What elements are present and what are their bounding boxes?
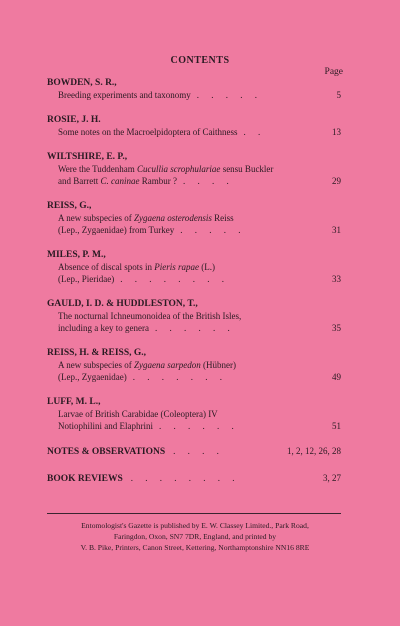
entry-title-text: (L.) bbox=[198, 262, 215, 272]
contents-section bbox=[47, 472, 341, 485]
leader-dots: . . . . . . bbox=[154, 323, 235, 333]
entry-title-text: and Barrett bbox=[58, 176, 101, 186]
leader-dots: . . . . . . . bbox=[132, 372, 227, 382]
footer-divider bbox=[47, 513, 341, 514]
footer-line: V. B. Pike, Printers, Canon Street, Kettering, Northamptonshire NN16 8RE bbox=[80, 543, 310, 552]
contents-list bbox=[47, 77, 341, 499]
entry-title-text: Some notes on the Macroelpidoptera of Caithness bbox=[58, 127, 238, 137]
leader-dots: . . . . . . . . bbox=[130, 473, 240, 483]
entry-title-text: sensu Buckler bbox=[220, 164, 274, 174]
footer-line: Entomologist's Gazette is published by E. W. Classey Limited., Park Road, bbox=[81, 521, 309, 530]
section-title: NOTES & OBSERVATIONS bbox=[47, 447, 166, 457]
entry-title-line bbox=[47, 310, 341, 322]
contents-entry bbox=[47, 249, 341, 285]
entry-title-line bbox=[47, 212, 341, 224]
entry-title-text: Absence of discal spots in bbox=[58, 262, 155, 272]
leader-dots: . . bbox=[243, 127, 266, 137]
leader-dots: . . . . bbox=[182, 176, 234, 186]
publisher-footer bbox=[47, 520, 343, 553]
entry-author: REISS, G., bbox=[47, 201, 92, 211]
entry-title-text: (Lep., Pieridae) bbox=[58, 274, 115, 284]
entry-page-number: 49 bbox=[332, 372, 341, 382]
entry-title-text: (Lep., Zygaenidae) bbox=[58, 372, 127, 382]
entry-page-number: 33 bbox=[332, 274, 341, 284]
contents-section bbox=[47, 445, 341, 458]
contents-heading: CONTENTS bbox=[170, 55, 230, 66]
entry-page-number: 35 bbox=[332, 323, 341, 333]
entry-author: ROSIE, J. H. bbox=[47, 115, 101, 125]
section-title: BOOK REVIEWS bbox=[47, 474, 123, 484]
entry-title-line bbox=[47, 175, 341, 187]
entry-title-text: A new subspecies of bbox=[58, 213, 134, 223]
entry-title-line bbox=[47, 371, 341, 383]
entry-title-text: A new subspecies of bbox=[58, 360, 134, 370]
entry-page-number: 51 bbox=[332, 421, 341, 431]
entry-title-line bbox=[47, 126, 341, 138]
entry-page-number: 31 bbox=[332, 225, 341, 235]
entry-title-line bbox=[47, 420, 341, 432]
entry-title-text: Larvae of British Carabidae (Coleoptera) IV bbox=[58, 409, 218, 419]
contents-entry bbox=[47, 347, 341, 383]
entry-author: GAULD, I. D. & HUDDLESTON, T., bbox=[47, 299, 198, 309]
leader-dots: . . . . . bbox=[196, 90, 262, 100]
entry-title-text: Reiss bbox=[211, 213, 234, 223]
entry-author: WILTSHIRE, E. P., bbox=[47, 152, 128, 162]
entry-title-species: C. caninae bbox=[100, 176, 140, 186]
entry-page-number: 5 bbox=[336, 90, 341, 100]
entry-title-line bbox=[47, 89, 341, 101]
entry-title-text: Were the Tuddenham bbox=[58, 164, 138, 174]
entry-author: REISS, H. & REISS, G., bbox=[47, 348, 146, 358]
entry-title-text: (Lep., Zygaenidae) from Turkey bbox=[58, 225, 175, 235]
section-page-numbers: 3, 27 bbox=[323, 473, 341, 483]
entry-title-line bbox=[47, 273, 341, 285]
entry-title-text: Notiophilini and Elaphrini bbox=[58, 421, 153, 431]
contents-entry bbox=[47, 77, 341, 101]
leader-dots: . . . . . bbox=[180, 225, 246, 235]
contents-entry bbox=[47, 396, 341, 432]
entry-title-text: Breeding experiments and taxonomy bbox=[58, 90, 191, 100]
footer-line: Faringdon, Oxon, SN7 7DR, England, and printed by bbox=[113, 532, 277, 541]
section-page-numbers: 1, 2, 12, 26, 28 bbox=[287, 446, 341, 456]
entry-title-text: Rambur ? bbox=[139, 176, 177, 186]
entry-author: MILES, P. M., bbox=[47, 250, 106, 260]
leader-dots: . . . . . . bbox=[159, 421, 239, 431]
entry-title-line bbox=[47, 359, 341, 371]
entry-title-text: The nocturnal Ichneumonoidea of the British Isles, bbox=[58, 311, 242, 321]
entry-title-text: (Hübner) bbox=[200, 360, 236, 370]
entry-title-species: Cucullia scrophulariae bbox=[137, 164, 221, 174]
entry-author: LUFF, M. L., bbox=[47, 397, 101, 407]
entry-title-line bbox=[47, 408, 341, 420]
contents-entry bbox=[47, 298, 341, 334]
leader-dots: . . . . bbox=[173, 446, 224, 456]
entry-author: BOWDEN, S. R., bbox=[47, 78, 117, 88]
leader-dots: . . . . . . . . bbox=[120, 274, 229, 284]
contents-entry bbox=[47, 200, 341, 236]
page-column-label: Page bbox=[324, 67, 343, 77]
entry-title-line bbox=[47, 224, 341, 236]
entry-title-species: Zygaena sarpedon bbox=[134, 360, 201, 370]
contents-entry bbox=[47, 114, 341, 138]
entry-title-line bbox=[47, 163, 341, 175]
entry-title-line bbox=[47, 261, 341, 273]
entry-title-species: Zygaena osterodensis bbox=[134, 213, 212, 223]
entry-title-species: Pieris rapae bbox=[154, 262, 199, 272]
entry-title-text: including a key to genera bbox=[58, 323, 149, 333]
entry-page-number: 13 bbox=[332, 127, 341, 137]
entry-page-number: 29 bbox=[332, 176, 341, 186]
contents-entry bbox=[47, 151, 341, 187]
entry-title-line bbox=[47, 322, 341, 334]
